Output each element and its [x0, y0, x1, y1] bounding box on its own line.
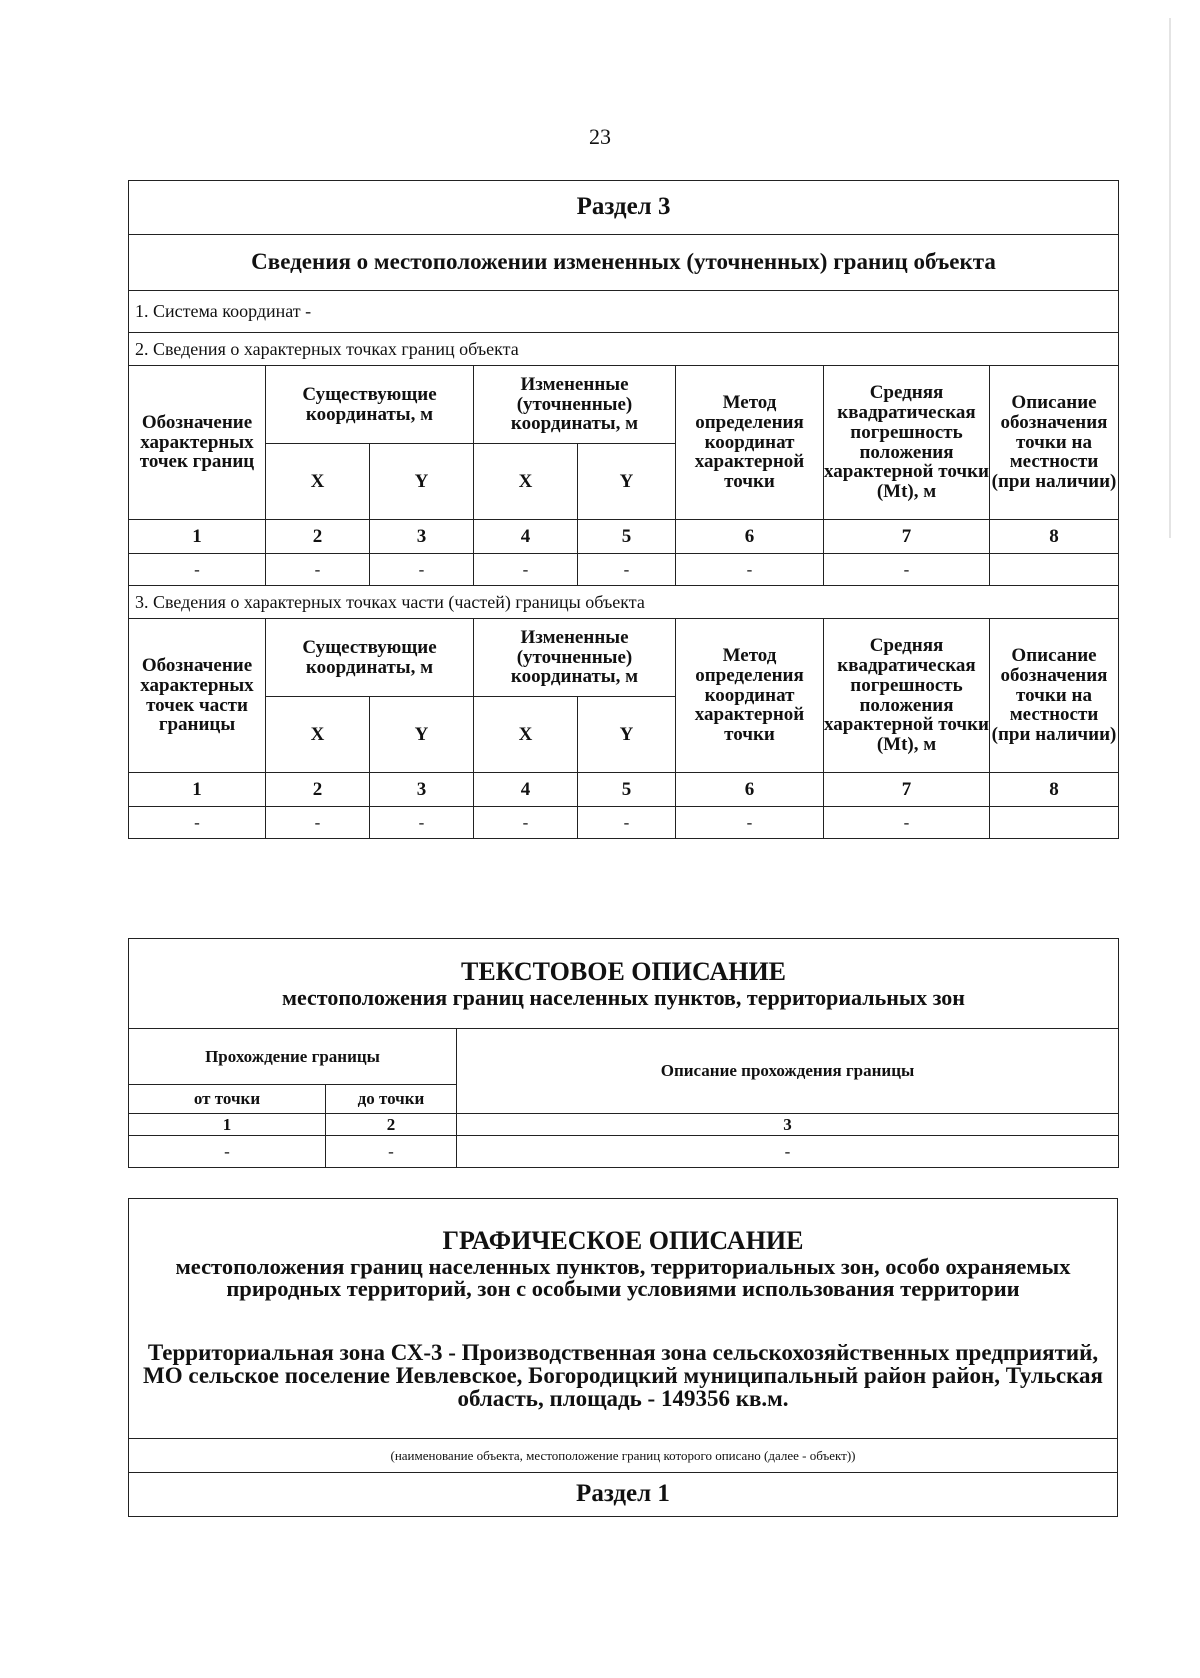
table-row	[129, 807, 1119, 839]
table-cell: -	[824, 807, 990, 839]
table-cell: -	[578, 807, 676, 839]
table-cell: -	[326, 1136, 457, 1168]
col-number: 8	[990, 773, 1119, 807]
col-number: 2	[326, 1114, 457, 1136]
col-mean-error: Средняя квадратическая погрешность положения характерной точки (Mt), м	[824, 366, 990, 520]
table-cell: -	[129, 554, 266, 586]
col-point-description: Описание обозначения точки на местности (при наличии)	[990, 619, 1119, 773]
table-cell: -	[676, 807, 824, 839]
col-number: 3	[457, 1114, 1119, 1136]
table-cell: -	[129, 1136, 326, 1168]
table-cell: -	[578, 554, 676, 586]
text-description-header	[129, 939, 1119, 1029]
col-number: 8	[990, 520, 1119, 554]
col-number: 1	[129, 1114, 326, 1136]
parts-heading: 3. Сведения о характерных точках части (частей) границы объекта	[129, 586, 1119, 619]
table-cell: -	[129, 807, 266, 839]
col-number: 2	[266, 773, 370, 807]
col-number: 1	[129, 773, 266, 807]
table-cell: -	[474, 554, 578, 586]
col-number: 2	[266, 520, 370, 554]
col-number: 1	[129, 520, 266, 554]
coord-system-label: 1. Система координат -	[129, 291, 1119, 333]
table-row	[129, 1136, 1119, 1168]
col-number: 7	[824, 773, 990, 807]
section3-razdel: Раздел 3	[129, 181, 1119, 235]
col-number: 5	[578, 520, 676, 554]
table-cell: -	[824, 554, 990, 586]
col-method: Метод определения координат характерной точки	[676, 366, 824, 520]
table-cell	[990, 554, 1119, 586]
column-numbers-row	[129, 520, 1119, 554]
column-numbers-row	[129, 773, 1119, 807]
col-existing-coords: Существующие координаты, м	[266, 619, 474, 697]
col-method: Метод определения координат характерной точки	[676, 619, 824, 773]
col-number: 4	[474, 520, 578, 554]
text-description-title: ТЕКСТОВОЕ ОПИСАНИЕ	[461, 957, 787, 987]
table-cell	[990, 807, 1119, 839]
graphic-description-title: ГРАФИЧЕСКОЕ ОПИСАНИЕ	[442, 1225, 804, 1255]
col-existing-x: X	[266, 444, 370, 520]
table-cell: -	[370, 554, 474, 586]
col-existing-coords: Существующие координаты, м	[266, 366, 474, 444]
table-cell: -	[266, 554, 370, 586]
table-cell: -	[266, 807, 370, 839]
col-changed-y: Y	[578, 444, 676, 520]
col-changed-x: X	[474, 444, 578, 520]
column-numbers-row	[129, 1114, 1119, 1136]
col-part-point-designation: Обозначение характерных точек части границы	[129, 619, 266, 773]
text-description-table	[128, 938, 1119, 1168]
col-existing-x: X	[266, 697, 370, 773]
graphic-description-subtitle: местоположения границ населенных пунктов, территориальных зон, особо охраняемых природных территорий, зон с особыми условиями использования территории	[175, 1253, 1071, 1301]
page-number: 23	[589, 124, 611, 149]
points-heading: 2. Сведения о характерных точках границ объекта	[129, 333, 1119, 366]
table-cell: -	[676, 554, 824, 586]
col-number: 5	[578, 773, 676, 807]
col-changed-coords: Измененные (уточненные) координаты, м	[474, 619, 676, 697]
col-changed-y: Y	[578, 697, 676, 773]
col-point-description: Описание обозначения точки на местности (при наличии)	[990, 366, 1119, 520]
col-number: 7	[824, 520, 990, 554]
graphic-description-table	[128, 1198, 1118, 1517]
col-changed-x: X	[474, 697, 578, 773]
col-mean-error: Средняя квадратическая погрешность положения характерной точки (Mt), м	[824, 619, 990, 773]
section3-title: Сведения о местоположении измененных (уточненных) границ объекта	[129, 235, 1119, 291]
section3-table	[128, 180, 1119, 839]
col-number: 4	[474, 773, 578, 807]
graphic-description-header	[129, 1199, 1118, 1439]
to-point-header: до точки	[326, 1085, 457, 1114]
boundary-description-header: Описание прохождения границы	[457, 1029, 1119, 1114]
object-name: Территориальная зона СХ-3 - Производственная зона сельскохозяйственных предприятий, МО сельское поселение Иевлевское, Богородицкий муниципальный район район, Тульская область, площадь - 149356 кв.м.	[143, 1339, 1103, 1411]
boundary-passage-header: Прохождение границы	[129, 1029, 457, 1085]
col-existing-y: Y	[370, 444, 474, 520]
col-number: 6	[676, 520, 824, 554]
col-existing-y: Y	[370, 697, 474, 773]
table-cell: -	[370, 807, 474, 839]
from-point-header: от точки	[129, 1085, 326, 1114]
col-changed-coords: Измененные (уточненные) координаты, м	[474, 366, 676, 444]
text-description-subtitle: местоположения границ населенных пунктов, территориальных зон	[282, 984, 965, 1010]
table-cell: -	[474, 807, 578, 839]
scan-edge-line	[1169, 18, 1171, 538]
section1-razdel: Раздел 1	[129, 1473, 1118, 1517]
table-row	[129, 554, 1119, 586]
col-number: 6	[676, 773, 824, 807]
table-cell: -	[457, 1136, 1119, 1168]
col-number: 3	[370, 520, 474, 554]
col-point-designation: Обозначение характерных точек границ	[129, 366, 266, 520]
object-caption: (наименование объекта, местоположение границ которого описано (далее - объект))	[129, 1439, 1118, 1473]
col-number: 3	[370, 773, 474, 807]
